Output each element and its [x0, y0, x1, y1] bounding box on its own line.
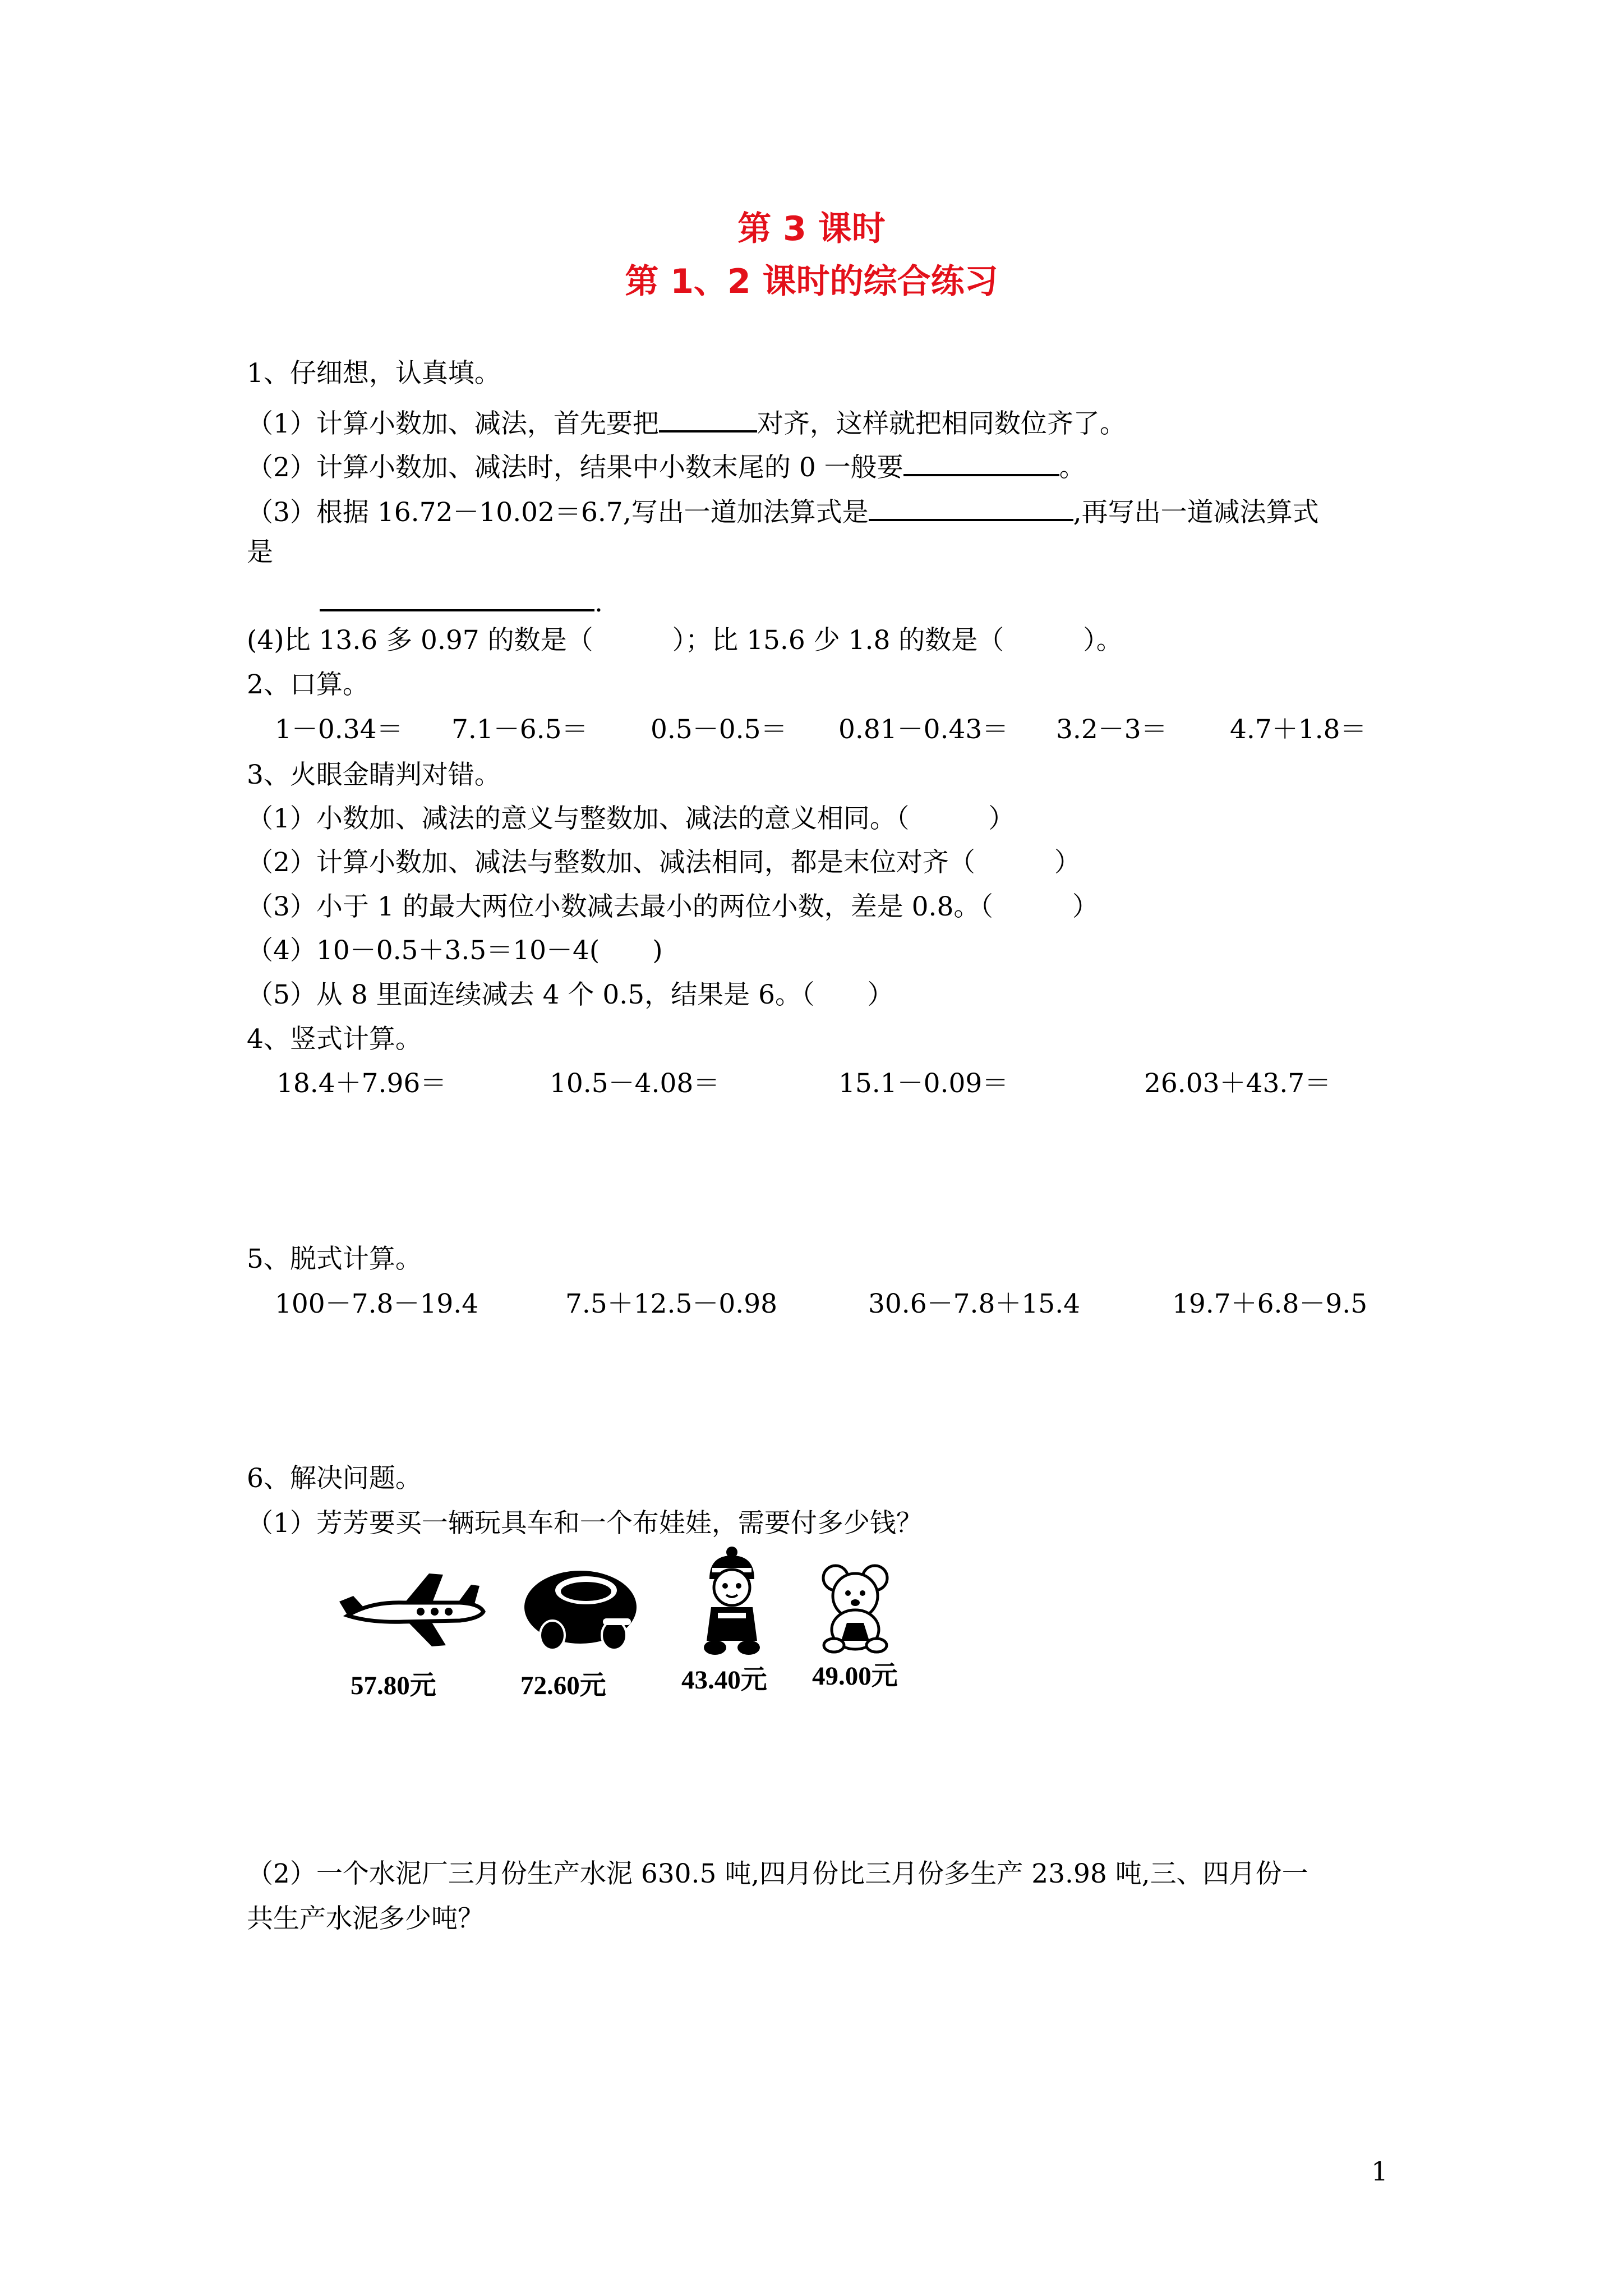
mental-math-item: 0.5－0.5＝ [651, 714, 787, 745]
section4-heading: 4、竖式计算。 [247, 1024, 422, 1055]
true-false-item: （2）计算小数加、减法与整数加、减法相同，都是末位对齐（ ） [247, 847, 1081, 878]
toy-car-icon [519, 1557, 642, 1658]
section1-question-3-cont: 是 [247, 537, 273, 568]
lesson-title: 第 3 课时 [737, 209, 886, 249]
answer-blank[interactable] [320, 580, 594, 611]
section1-question-3 [247, 490, 1319, 530]
page-number: 1 [1371, 2156, 1388, 2187]
mental-math-item: 4.7＋1.8＝ [1230, 714, 1367, 745]
section6-heading: 6、解决问题。 [247, 1463, 422, 1494]
section1-heading: 1、仔细想，认真填。 [247, 358, 501, 389]
section1-question-1 [247, 401, 1126, 441]
doll-icon [695, 1545, 768, 1658]
vertical-calc-item: 15.1－0.09＝ [838, 1068, 1009, 1099]
vertical-calc-item: 26.03＋43.7＝ [1144, 1068, 1331, 1099]
section1-question-4: (4)比 13.6 多 0.97 的数是（ ）；比 15.6 少 1.8 的数是（ ）。 [247, 625, 1123, 656]
toy-price: 43.40元 [681, 1665, 767, 1695]
true-false-item: （3）小于 1 的最大两位小数减去最小的两位小数，差是 0.8。（ ） [247, 891, 1099, 922]
section6-question-2: （2）一个水泥厂三月份生产水泥 630.5 吨,四月份比三月份多生产 23.98 吨,三、四月份一 [247, 1858, 1308, 1889]
question-text: 对齐，这样就把相同数位齐了。 [757, 408, 1126, 439]
section1-question-3-answer-line [320, 580, 603, 620]
section2-heading: 2、口算。 [247, 669, 369, 700]
step-calc-item: 100－7.8－19.4 [275, 1289, 479, 1319]
section1-question-2 [247, 445, 1086, 485]
step-calc-item: 19.7＋6.8－9.5 [1172, 1289, 1368, 1319]
answer-blank[interactable] [659, 401, 757, 432]
question-text: （1）计算小数加、减法，首先要把 [247, 408, 659, 439]
question-text: 。 [1059, 452, 1086, 483]
lesson-subtitle: 第 1、2 课时的综合练习 [625, 262, 998, 301]
answer-blank[interactable] [903, 445, 1059, 476]
true-false-item: （5）从 8 里面连续减去 4 个 0.5，结果是 6。（ ） [247, 979, 894, 1010]
mental-math-item: 0.81－0.43＝ [838, 714, 1009, 745]
mental-math-item: 1－0.34＝ [275, 714, 403, 745]
section6-question-2-cont: 共生产水泥多少吨？ [247, 1903, 484, 1934]
section6-question-1: （1）芳芳要买一辆玩具车和一个布娃娃，需要付多少钱？ [247, 1508, 923, 1539]
mental-math-item: 3.2－3＝ [1056, 714, 1168, 745]
toy-price: 49.00元 [812, 1662, 898, 1691]
vertical-calc-item: 10.5－4.08＝ [550, 1068, 720, 1099]
step-calc-item: 7.5＋12.5－0.98 [565, 1289, 778, 1319]
section3-heading: 3、火眼金睛判对错。 [247, 760, 501, 790]
question-text: （3）根据 16.72－10.02＝6.7,写出一道加法算式是 [247, 497, 869, 528]
question-text: . [594, 587, 603, 618]
question-text: （2）计算小数加、减法时，结果中小数末尾的 0 一般要 [247, 452, 903, 483]
true-false-item: （4）10－0.5＋3.5＝10－4( ) [247, 935, 663, 966]
toy-price: 72.60元 [520, 1671, 606, 1700]
mental-math-item: 7.1－6.5＝ [451, 714, 588, 745]
airplane-icon [336, 1562, 488, 1652]
step-calc-item: 30.6－7.8＋15.4 [868, 1289, 1081, 1319]
true-false-item: （1）小数加、减法的意义与整数加、减法的意义相同。（ ） [247, 803, 1015, 834]
section5-heading: 5、脱式计算。 [247, 1244, 422, 1274]
answer-blank[interactable] [869, 490, 1073, 521]
question-text: ,再写出一道减法算式 [1073, 497, 1319, 528]
teddy-bear-icon [816, 1562, 895, 1655]
vertical-calc-item: 18.4＋7.96＝ [276, 1068, 447, 1099]
toy-price: 57.80元 [351, 1671, 436, 1700]
